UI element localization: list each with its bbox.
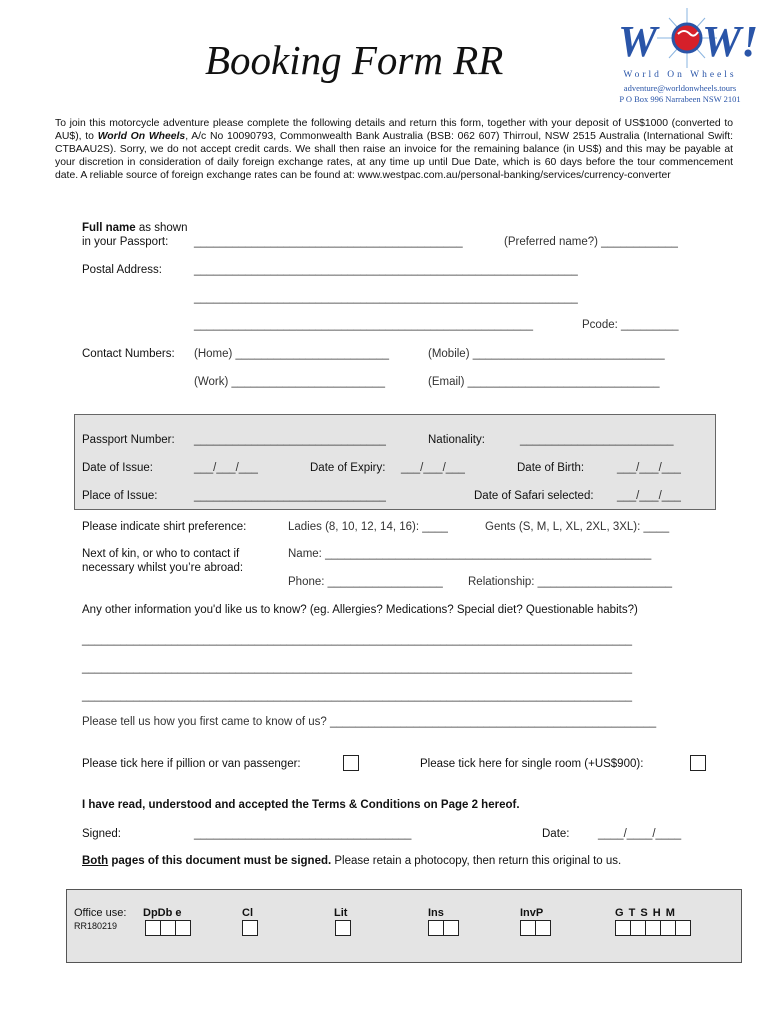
office-code: RR180219: [74, 921, 118, 931]
next-of-kin-label-2: necessary whilst you’re abroad:: [82, 562, 244, 574]
office-col-dpdbe-box-3[interactable]: [175, 920, 191, 936]
date-of-expiry-field[interactable]: ___/___/___: [401, 462, 465, 474]
kin-phone-field[interactable]: Phone: __________________: [288, 576, 443, 588]
company-name: World On Wheels: [623, 70, 737, 80]
office-col-invp-box-2[interactable]: [535, 920, 551, 936]
form-title: Booking Form RR: [205, 37, 504, 83]
intro-part1: To join this motorcycle adventure please complete the following details and return this form, together with your deposit of US$1000 (converted to AU$), to: [55, 118, 733, 142]
passport-line-label: in your Passport:: [82, 236, 169, 248]
preferred-name-field[interactable]: (Preferred name?) ____________: [504, 236, 678, 248]
place-of-issue-field[interactable]: ______________________________: [194, 490, 386, 502]
other-info-line-1[interactable]: ______________________________________________________________________________________: [82, 634, 633, 646]
office-col-lit-box[interactable]: [335, 920, 351, 936]
nationality-field[interactable]: ________________________: [520, 434, 674, 446]
office-col-lit-label: Lit: [334, 907, 348, 919]
office-col-gtshm-label: G T S H M: [615, 907, 676, 919]
svg-text:W!: W!: [702, 17, 759, 66]
office-col-invp-box-1[interactable]: [520, 920, 536, 936]
safari-date-field[interactable]: ___/___/___: [617, 490, 681, 502]
mobile-phone-field[interactable]: (Mobile) ______________________________: [428, 348, 665, 360]
postcode-field[interactable]: Pcode: _________: [582, 319, 679, 331]
office-col-ins-box-2[interactable]: [443, 920, 459, 936]
home-phone-field[interactable]: (Home) ________________________: [194, 348, 390, 360]
office-col-gtshm-box-1[interactable]: [615, 920, 631, 936]
company-email[interactable]: adventure@worldonwheels.tours: [623, 83, 737, 93]
safari-date-label: Date of Safari selected:: [474, 490, 594, 502]
shirt-preference-label: Please indicate shirt preference:: [82, 521, 247, 533]
date-of-expiry-label: Date of Expiry:: [310, 462, 386, 474]
passport-number-label: Passport Number:: [82, 434, 175, 446]
intro-paragraph: [55, 117, 733, 182]
retain-notice: Please retain a photocopy, then return this original to us.: [331, 855, 622, 867]
gents-size-field[interactable]: Gents (S, M, L, XL, 2XL, 3XL): ____: [485, 521, 670, 533]
logo-text: WOW!: [612, 8, 615, 9]
other-info-question: Any other information you'd like us to know? (eg. Allergies? Medications? Special diet? Questionable habits?): [82, 604, 638, 616]
single-room-tick-label: Please tick here for single room (+US$900):: [420, 758, 644, 770]
single-room-checkbox[interactable]: [690, 755, 706, 771]
full-name-bold: Full name: [82, 222, 136, 234]
other-info-line-2[interactable]: ______________________________________________________________________________________: [82, 662, 633, 674]
postal-address-line-2[interactable]: ____________________________________________________________: [194, 292, 578, 304]
date-of-birth-label: Date of Birth:: [517, 462, 585, 474]
office-col-cl-box[interactable]: [242, 920, 258, 936]
office-col-dpdbe-box-2[interactable]: [160, 920, 176, 936]
both-pages-notice: [82, 855, 621, 867]
pillion-tick-label: Please tick here if pillion or van passenger:: [82, 758, 301, 770]
svg-text:W: W: [618, 17, 658, 66]
wow-logo: [612, 8, 762, 68]
date-of-issue-label: Date of Issue:: [82, 462, 153, 474]
office-col-ins-box-1[interactable]: [428, 920, 444, 936]
contact-numbers-label: Contact Numbers:: [82, 348, 175, 360]
office-col-gtshm-box-2[interactable]: [630, 920, 646, 936]
place-of-issue-label: Place of Issue:: [82, 490, 158, 502]
office-use-label: Office use:: [74, 907, 127, 919]
both-word: Both: [82, 855, 109, 867]
pillion-checkbox[interactable]: [343, 755, 359, 771]
intro-part2: , A/c No 10090793, Commonwealth Bank Australia (BSB: 062 607) Thirroul, NSW 2515 Australia (International Swift: CTBAAU2S). Sorry, we do not accept credit cards. We shall then raise an invoice for the remaining balance (in US$) and this may be payable at your discretion in consideration of daily foreign exchange rates, at any time up until Due Date, which is 60 days before the tour commencement date. A reliable source of foreign exchange rates can be found at: www.westpac.com.au/personal-banking/services/currency-converter: [55, 131, 734, 181]
sign-date-field[interactable]: ____/____/____: [598, 828, 682, 840]
terms-statement: I have read, understood and accepted the Terms & Conditions on Page 2 hereof.: [82, 799, 520, 811]
office-col-ins-label: Ins: [428, 907, 444, 919]
passport-number-field[interactable]: ______________________________: [194, 434, 386, 446]
company-po-box: P O Box 996 Narrabeen NSW 2101: [619, 94, 741, 104]
other-info-line-3[interactable]: ______________________________________________________________________________________: [82, 690, 633, 702]
date-of-birth-field[interactable]: ___/___/___: [617, 462, 681, 474]
nationality-label: Nationality:: [428, 434, 485, 446]
postal-address-line-3[interactable]: _____________________________________________________: [194, 319, 533, 331]
sign-date-label: Date:: [542, 828, 570, 840]
office-col-invp-label: InvP: [520, 907, 544, 919]
kin-name-field[interactable]: Name: ___________________________________________________: [288, 548, 652, 560]
referral-question[interactable]: Please tell us how you first came to know of us? ___________________________________________________: [82, 716, 657, 728]
postal-address-label: Postal Address:: [82, 264, 162, 276]
intro-company: World On Wheels: [97, 131, 186, 142]
ladies-size-field[interactable]: Ladies (8, 10, 12, 14, 16): ____: [288, 521, 448, 533]
office-col-cl-label: Cl: [242, 907, 253, 919]
office-col-gtshm-box-3[interactable]: [645, 920, 661, 936]
both-rest: pages of this document must be signed.: [108, 855, 332, 867]
full-name-label: [82, 222, 187, 234]
signed-label: Signed:: [82, 828, 122, 840]
work-phone-field[interactable]: (Work) ________________________: [194, 376, 385, 388]
full-name-rest: as shown: [135, 222, 188, 234]
email-field[interactable]: (Email) ______________________________: [428, 376, 660, 388]
office-col-gtshm-box-4[interactable]: [660, 920, 676, 936]
kin-relationship-field[interactable]: Relationship: _____________________: [468, 576, 672, 588]
full-name-field[interactable]: __________________________________________: [194, 236, 463, 248]
postal-address-line-1[interactable]: ____________________________________________________________: [194, 264, 578, 276]
office-col-dpdbe-label: DpDb e: [143, 907, 182, 919]
office-col-dpdbe-box-1[interactable]: [145, 920, 161, 936]
next-of-kin-label-1: Next of kin, or who to contact if: [82, 548, 240, 560]
date-of-issue-field[interactable]: ___/___/___: [194, 462, 258, 474]
signature-field[interactable]: __________________________________: [194, 828, 412, 840]
office-col-gtshm-box-5[interactable]: [675, 920, 691, 936]
